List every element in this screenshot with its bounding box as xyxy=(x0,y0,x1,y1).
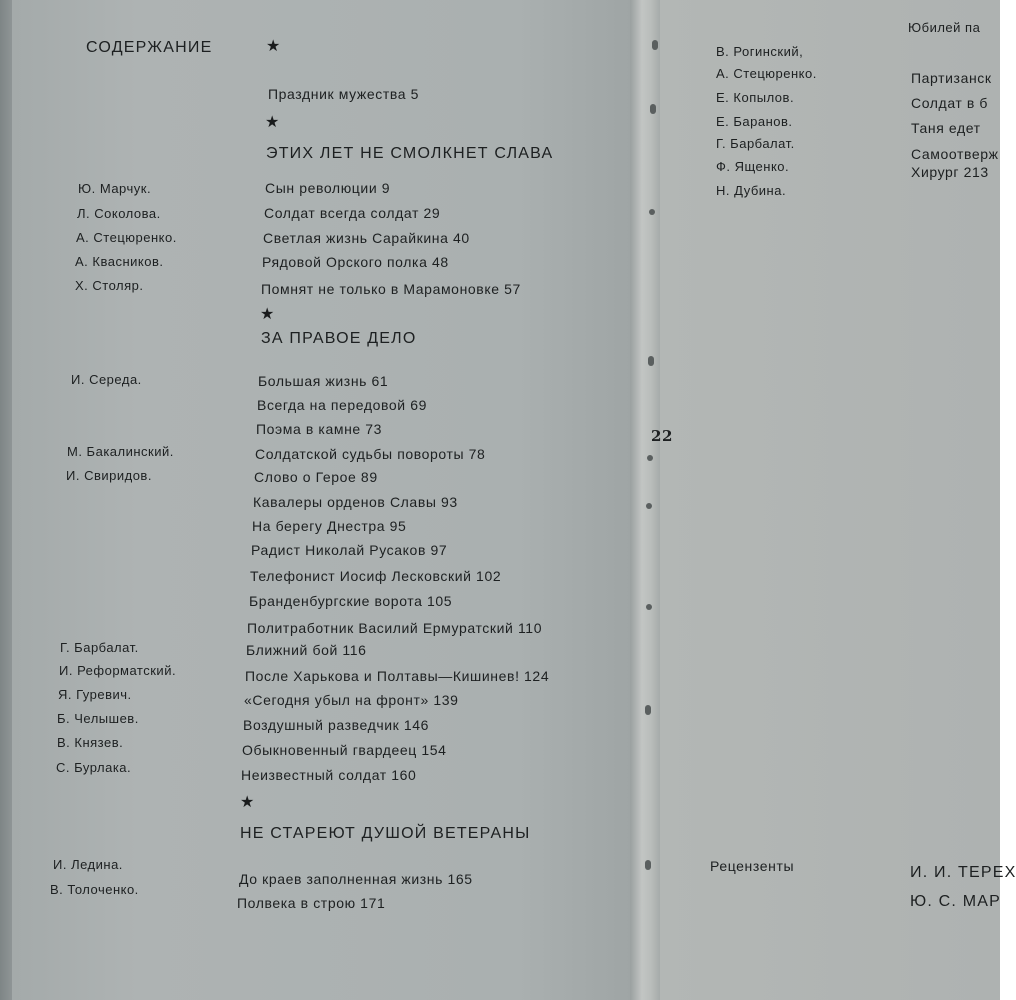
section-title: ЗА ПРАВОЕ ДЕЛО xyxy=(261,330,417,347)
toc-entry: Политработник Василий Ермуратский 110 xyxy=(247,620,543,636)
contents-title: СОДЕРЖАНИЕ xyxy=(86,39,213,56)
toc-entry: Кавалеры орденов Славы 93 xyxy=(253,494,458,510)
reviewer-name-cut: И. И. ТЕРЕХ xyxy=(910,864,1016,881)
toc-entry: Полвека в строю 171 xyxy=(237,895,386,911)
author-name: М. Бакалинский. xyxy=(67,444,174,459)
author-name: Б. Челышев. xyxy=(57,711,139,726)
book-gutter xyxy=(630,0,660,1000)
toc-entry-cut: Партизанск xyxy=(911,70,992,86)
toc-entry: Обыкновенный гвардеец 154 xyxy=(242,742,447,758)
toc-entry: Большая жизнь 61 xyxy=(258,373,389,389)
star-icon: ★ xyxy=(240,794,255,811)
author-name: А. Квасников. xyxy=(75,254,164,269)
star-icon: ★ xyxy=(266,38,281,55)
author-name: И. Ледина. xyxy=(53,857,123,872)
binding-stitch xyxy=(650,104,656,114)
author-name: Ю. Марчук. xyxy=(78,181,152,196)
toc-entry: Рядовой Орского полка 48 xyxy=(262,254,449,270)
reviewer-name-cut: Ю. С. МАР xyxy=(910,893,1001,910)
author-name: И. Реформатский. xyxy=(59,663,177,678)
toc-entry: Ближний бой 116 xyxy=(246,642,367,658)
toc-entry: Радист Николай Русаков 97 xyxy=(251,542,448,558)
toc-entry-cut: Солдат в б xyxy=(911,95,989,111)
toc-entry: Телефонист Иосиф Лесковский 102 xyxy=(250,568,502,584)
toc-entry-cut: Хирург 213 xyxy=(911,164,989,180)
author-name: Е. Баранов. xyxy=(716,114,793,129)
toc-entry: Сын революции 9 xyxy=(265,180,391,196)
toc-entry: Солдат всегда солдат 29 xyxy=(264,205,441,221)
author-name: С. Бурлака. xyxy=(56,760,132,775)
binding-stitch xyxy=(645,705,651,715)
author-name: И. Середа. xyxy=(71,372,142,387)
binding-stitch xyxy=(647,455,653,461)
toc-entry: Помнят не только в Марамоновке 57 xyxy=(261,281,521,297)
author-name: В. Толоченко. xyxy=(50,882,139,897)
author-name: Н. Дубина. xyxy=(716,183,787,198)
toc-entry-cut: Юбилей па xyxy=(908,20,981,35)
author-name: В. Рогинский, xyxy=(716,44,804,59)
binding-stitch xyxy=(648,356,654,366)
page-number: 22 xyxy=(651,427,674,445)
toc-entry: Светлая жизнь Сарайкина 40 xyxy=(263,230,470,246)
toc-entry: На берегу Днестра 95 xyxy=(252,518,407,534)
toc-entry: До краев заполненная жизнь 165 xyxy=(239,871,473,887)
section-title: НЕ СТАРЕЮТ ДУШОЙ ВЕТЕРАНЫ xyxy=(240,825,531,842)
author-name: Ф. Ященко. xyxy=(716,159,790,174)
toc-entry: Воздушный разведчик 146 xyxy=(243,717,430,733)
toc-entry: Бранденбургские ворота 105 xyxy=(249,593,453,609)
star-icon: ★ xyxy=(265,114,280,131)
toc-entry: Слово о Герое 89 xyxy=(254,469,378,485)
author-name: Е. Копылов. xyxy=(716,90,795,105)
toc-entry: После Харькова и Полтавы—Кишинев! 124 xyxy=(245,668,550,684)
intro-entry: Праздник мужества 5 xyxy=(268,86,419,102)
author-name: Г. Барбалат. xyxy=(60,640,139,655)
author-name: Я. Гуревич. xyxy=(58,687,132,702)
binding-stitch xyxy=(652,40,658,50)
toc-entry-cut: Таня едет xyxy=(911,120,981,136)
binding-stitch xyxy=(646,604,652,610)
toc-entry: «Сегодня убыл на фронт» 139 xyxy=(244,692,459,708)
toc-entry-cut: Самоотверж xyxy=(911,146,999,162)
section-title: ЭТИХ ЛЕТ НЕ СМОЛКНЕТ СЛАВА xyxy=(266,145,554,162)
author-name: Л. Соколова. xyxy=(77,206,161,221)
author-name: И. Свиридов. xyxy=(66,468,152,483)
binding-stitch xyxy=(649,209,655,215)
reviewers-label: Рецензенты xyxy=(710,858,795,874)
toc-entry: Поэма в камне 73 xyxy=(256,421,383,437)
binding-stitch xyxy=(646,503,652,509)
author-name: А. Стецюренко. xyxy=(76,230,177,245)
author-name: Г. Барбалат. xyxy=(716,136,795,151)
toc-entry: Солдатской судьбы повороты 78 xyxy=(255,446,486,462)
author-name: Х. Столяр. xyxy=(75,278,144,293)
author-name: А. Стецюренко. xyxy=(716,66,817,81)
toc-entry: Неизвестный солдат 160 xyxy=(241,767,417,783)
toc-entry: Всегда на передовой 69 xyxy=(257,397,427,413)
star-icon: ★ xyxy=(260,306,275,323)
binding-stitch xyxy=(645,860,651,870)
author-name: В. Князев. xyxy=(57,735,124,750)
